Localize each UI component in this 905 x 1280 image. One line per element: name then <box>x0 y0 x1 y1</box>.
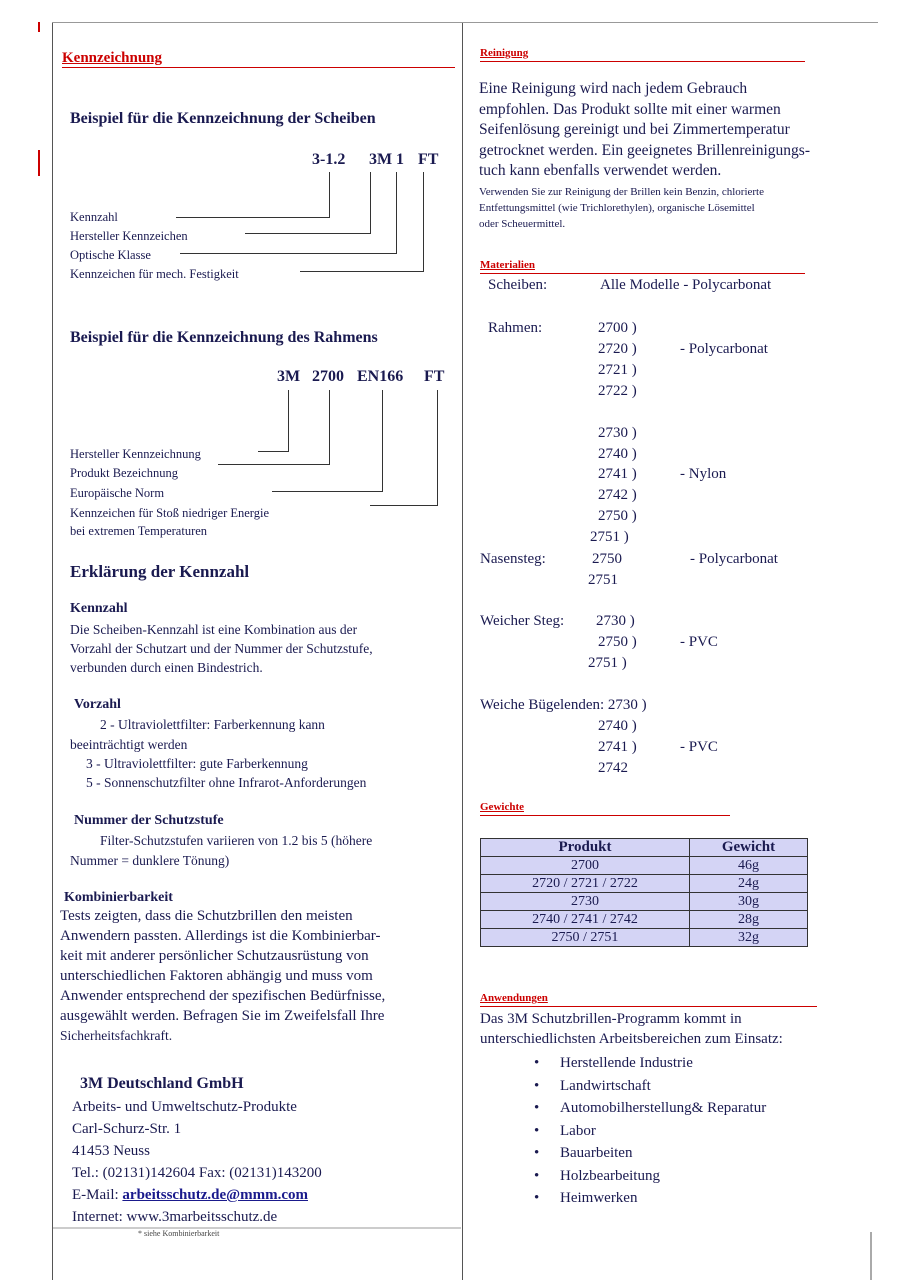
nummer-text: Nummer = dunklere Tönung) <box>70 853 230 868</box>
reinigung-small-text: Verwenden Sie zur Reinigung der Brillen kein Benzin, chlorierte Entfettungsmittel (wie Trichlorethylen), organische Lösemittel oder Scheuermittel. <box>479 186 764 230</box>
weicher-steg-model: 2730 ) <box>596 613 635 629</box>
scheiben-value: Alle Modelle - Polycarbonat <box>600 277 772 293</box>
table-cell: 2700 <box>481 857 690 875</box>
frame-code-manufacturer: 3M <box>277 368 301 385</box>
list-item: • Holzbearbeitung <box>534 1165 766 1188</box>
nummer-title: Nummer der Schutzstufe <box>74 813 224 828</box>
section-title-materialien: Materialien <box>480 259 535 271</box>
nasensteg-material: - Polycarbonat <box>690 551 778 567</box>
list-item: • Labor <box>534 1120 766 1143</box>
margin-marker <box>38 150 40 176</box>
kennzahl-text: Vorzahl der Schutzart und der Nummer der Schutzstufe, <box>70 641 373 656</box>
scheiben-label: Scheiben: <box>488 277 548 293</box>
rahmen-nylon-material: - Nylon <box>680 466 727 482</box>
applications-list <box>534 1052 766 1210</box>
anwendungen-intro: Das 3M Schutzbrillen-Programm kommt in unterschiedlichsten Arbeitsbereichen zum Einsatz: <box>480 1011 783 1047</box>
rahmen-model: 2721 ) <box>598 362 637 378</box>
margin-marker <box>38 22 40 32</box>
footnote: * siehe Kombinierbarkeit <box>138 1229 220 1238</box>
vorzahl-text: beeinträchtigt werden <box>70 737 188 752</box>
table-header-row <box>481 839 808 857</box>
table-cell: 28g <box>690 911 808 929</box>
kombinierbarkeit-text: Tests zeigten, dass die Schutzbrillen den meisten Anwendern passten. Allerdings ist die Kombinierbar- keit mit anderer persönlicher Schutzausrüstung von unterschiedlichen Faktoren abhängig und muss vom Anwender entsprechend der spezifischen Bedürfnisse, ausgewählt werden. Befragen Sie im Zweifelsfall Ihre Sicherheitsfachkraft. <box>60 908 386 1043</box>
buegelenden-model: 2740 ) <box>598 718 637 734</box>
kennzahl-text: verbunden durch einen Bindestrich. <box>70 660 263 675</box>
list-item: • Herstellende Industrie <box>534 1052 766 1075</box>
table-cell: 46g <box>690 857 808 875</box>
buegelenden-label: Weiche Bügelenden: 2730 ) <box>480 697 647 713</box>
section-title-reinigung: Reinigung <box>480 47 529 59</box>
reinigung-text: Eine Reinigung wird nach jedem Gebrauch empfohlen. Das Produkt sollte mit einer warmen Seifenlösung gereinigt und bei Zimmertemperatur getrocknet werden. Ein geeignetes Brillenreinigungs- tuch kann ebenfalls verwendet werden. <box>479 80 810 179</box>
buegelenden-model: 2742 <box>598 760 628 776</box>
frame-code-impact: FT <box>424 368 445 385</box>
table-header: Produkt <box>481 839 690 857</box>
nasensteg-label: Nasensteg: <box>480 551 546 567</box>
rahmen-model: 2720 ) <box>598 341 637 357</box>
kombinierbarkeit-title: Kombinierbarkeit <box>64 890 173 905</box>
vorzahl-text: 2 - Ultraviolettfilter: Farberkennung kann <box>100 717 325 732</box>
table-row <box>481 929 808 947</box>
nummer-text: Filter-Schutzstufen variieren von 1.2 bis 5 (höhere <box>100 833 373 848</box>
lens-code-kennzahl: 3-1.2 <box>312 151 346 168</box>
table-cell: 30g <box>690 893 808 911</box>
table-cell: 24g <box>690 875 808 893</box>
frame-label: Produkt Bezeichnung <box>70 466 178 480</box>
section-title-anwendungen: Anwendungen <box>480 992 548 1004</box>
page-border-right <box>870 1232 872 1280</box>
table-cell: 2750 / 2751 <box>481 929 690 947</box>
weicher-steg-model: 2750 ) <box>598 634 637 650</box>
list-item: • Automobilherstellung& Reparatur <box>534 1097 766 1120</box>
table-row <box>481 857 808 875</box>
section-title-kennzeichnung: Kennzeichnung <box>62 50 163 66</box>
weicher-steg-label: Weicher Steg: <box>480 613 565 629</box>
rahmen-model: 2741 ) <box>598 466 637 482</box>
page-border-left <box>52 22 53 1280</box>
list-item: • Bauarbeiten <box>534 1142 766 1165</box>
frame-label: bei extremen Temperaturen <box>70 524 208 538</box>
section-rule <box>480 1006 817 1007</box>
list-item: • Heimwerken <box>534 1187 766 1210</box>
buegelenden-material: - PVC <box>680 739 718 755</box>
email-line: E-Mail: arbeitsschutz.de@mmm.com <box>72 1187 308 1203</box>
lens-label: Hersteller Kennzeichen <box>70 229 188 243</box>
list-item: • Landwirtschaft <box>534 1075 766 1098</box>
table-row <box>481 875 808 893</box>
table-row <box>481 911 808 929</box>
frame-code-product: 2700 <box>312 368 344 385</box>
table-header: Gewicht <box>690 839 808 857</box>
frame-code-norm: EN166 <box>357 368 404 385</box>
kennzahl-text: Die Scheiben-Kennzahl ist eine Kombination aus der <box>70 622 358 637</box>
table-row <box>481 893 808 911</box>
section-title-gewichte: Gewichte <box>480 801 524 813</box>
table-cell: 32g <box>690 929 808 947</box>
buegelenden-model: 2741 ) <box>598 739 637 755</box>
frame-label: Europäische Norm <box>70 486 165 500</box>
email-link[interactable]: arbeitsschutz.de@mmm.com <box>122 1187 308 1203</box>
table-cell: 2730 <box>481 893 690 911</box>
vorzahl-text: 3 - Ultraviolettfilter: gute Farberkennung <box>86 756 308 771</box>
nasensteg-model: 2750 <box>592 551 622 567</box>
lens-code-manufacturer: 3M <box>369 151 393 168</box>
internet-line[interactable]: Internet: www.3marbeitsschutz.de <box>72 1209 278 1225</box>
section-rule <box>62 67 455 68</box>
weights-table <box>480 838 808 947</box>
column-divider <box>462 22 463 1280</box>
kennzahl-title: Kennzahl <box>70 601 128 616</box>
lens-example-title: Beispiel für die Kennzeichnung der Scheiben <box>70 110 376 127</box>
company-name: 3M Deutschland GmbH <box>80 1075 244 1092</box>
rahmen-model: 2740 ) <box>598 446 637 462</box>
lens-code-class: 1 <box>396 151 404 168</box>
lens-label: Kennzahl <box>70 210 118 224</box>
section-rule <box>480 61 805 62</box>
rahmen-pc-material: - Polycarbonat <box>680 341 768 357</box>
section-rule <box>480 815 730 816</box>
frame-label: Hersteller Kennzeichnung <box>70 447 201 461</box>
weicher-steg-model: 2751 ) <box>588 655 627 671</box>
vorzahl-title: Vorzahl <box>74 697 121 712</box>
weicher-steg-material: - PVC <box>680 634 718 650</box>
rahmen-model: 2750 ) <box>598 508 637 524</box>
vorzahl-text: 5 - Sonnenschutzfilter ohne Infrarot-Anforderungen <box>86 775 367 790</box>
rahmen-model: 2722 ) <box>598 383 637 399</box>
lens-label: Optische Klasse <box>70 248 151 262</box>
frame-label: Kennzeichen für Stoß niedriger Energie <box>70 506 269 520</box>
page-border-top <box>52 22 878 23</box>
rahmen-model: 2730 ) <box>598 425 637 441</box>
rahmen-model: 2742 ) <box>598 487 637 503</box>
table-cell: 2740 / 2741 / 2742 <box>481 911 690 929</box>
company-address: Arbeits- und Umweltschutz-Produkte Carl-Schurz-Str. 1 41453 Neuss Tel.: (02131)142604 Fax: (02131)143200 E-Mail: arbeitsschutz.de@mmm.com Internet: www.3marbeitsschutz.de <box>72 1096 322 1228</box>
rahmen-model: 2700 ) <box>598 320 637 336</box>
rahmen-model: 2751 ) <box>590 529 629 545</box>
lens-label: Kennzeichen für mech. Festigkeit <box>70 267 239 281</box>
table-cell: 2720 / 2721 / 2722 <box>481 875 690 893</box>
page-cut-shade <box>53 1227 461 1229</box>
rahmen-label: Rahmen: <box>488 320 543 336</box>
frame-example-title: Beispiel für die Kennzeichnung des Rahmens <box>70 329 378 346</box>
lens-code-strength: FT <box>418 151 439 168</box>
section-rule <box>480 273 805 274</box>
explanation-title: Erklärung der Kennzahl <box>70 562 250 581</box>
nasensteg-model: 2751 <box>588 572 618 588</box>
